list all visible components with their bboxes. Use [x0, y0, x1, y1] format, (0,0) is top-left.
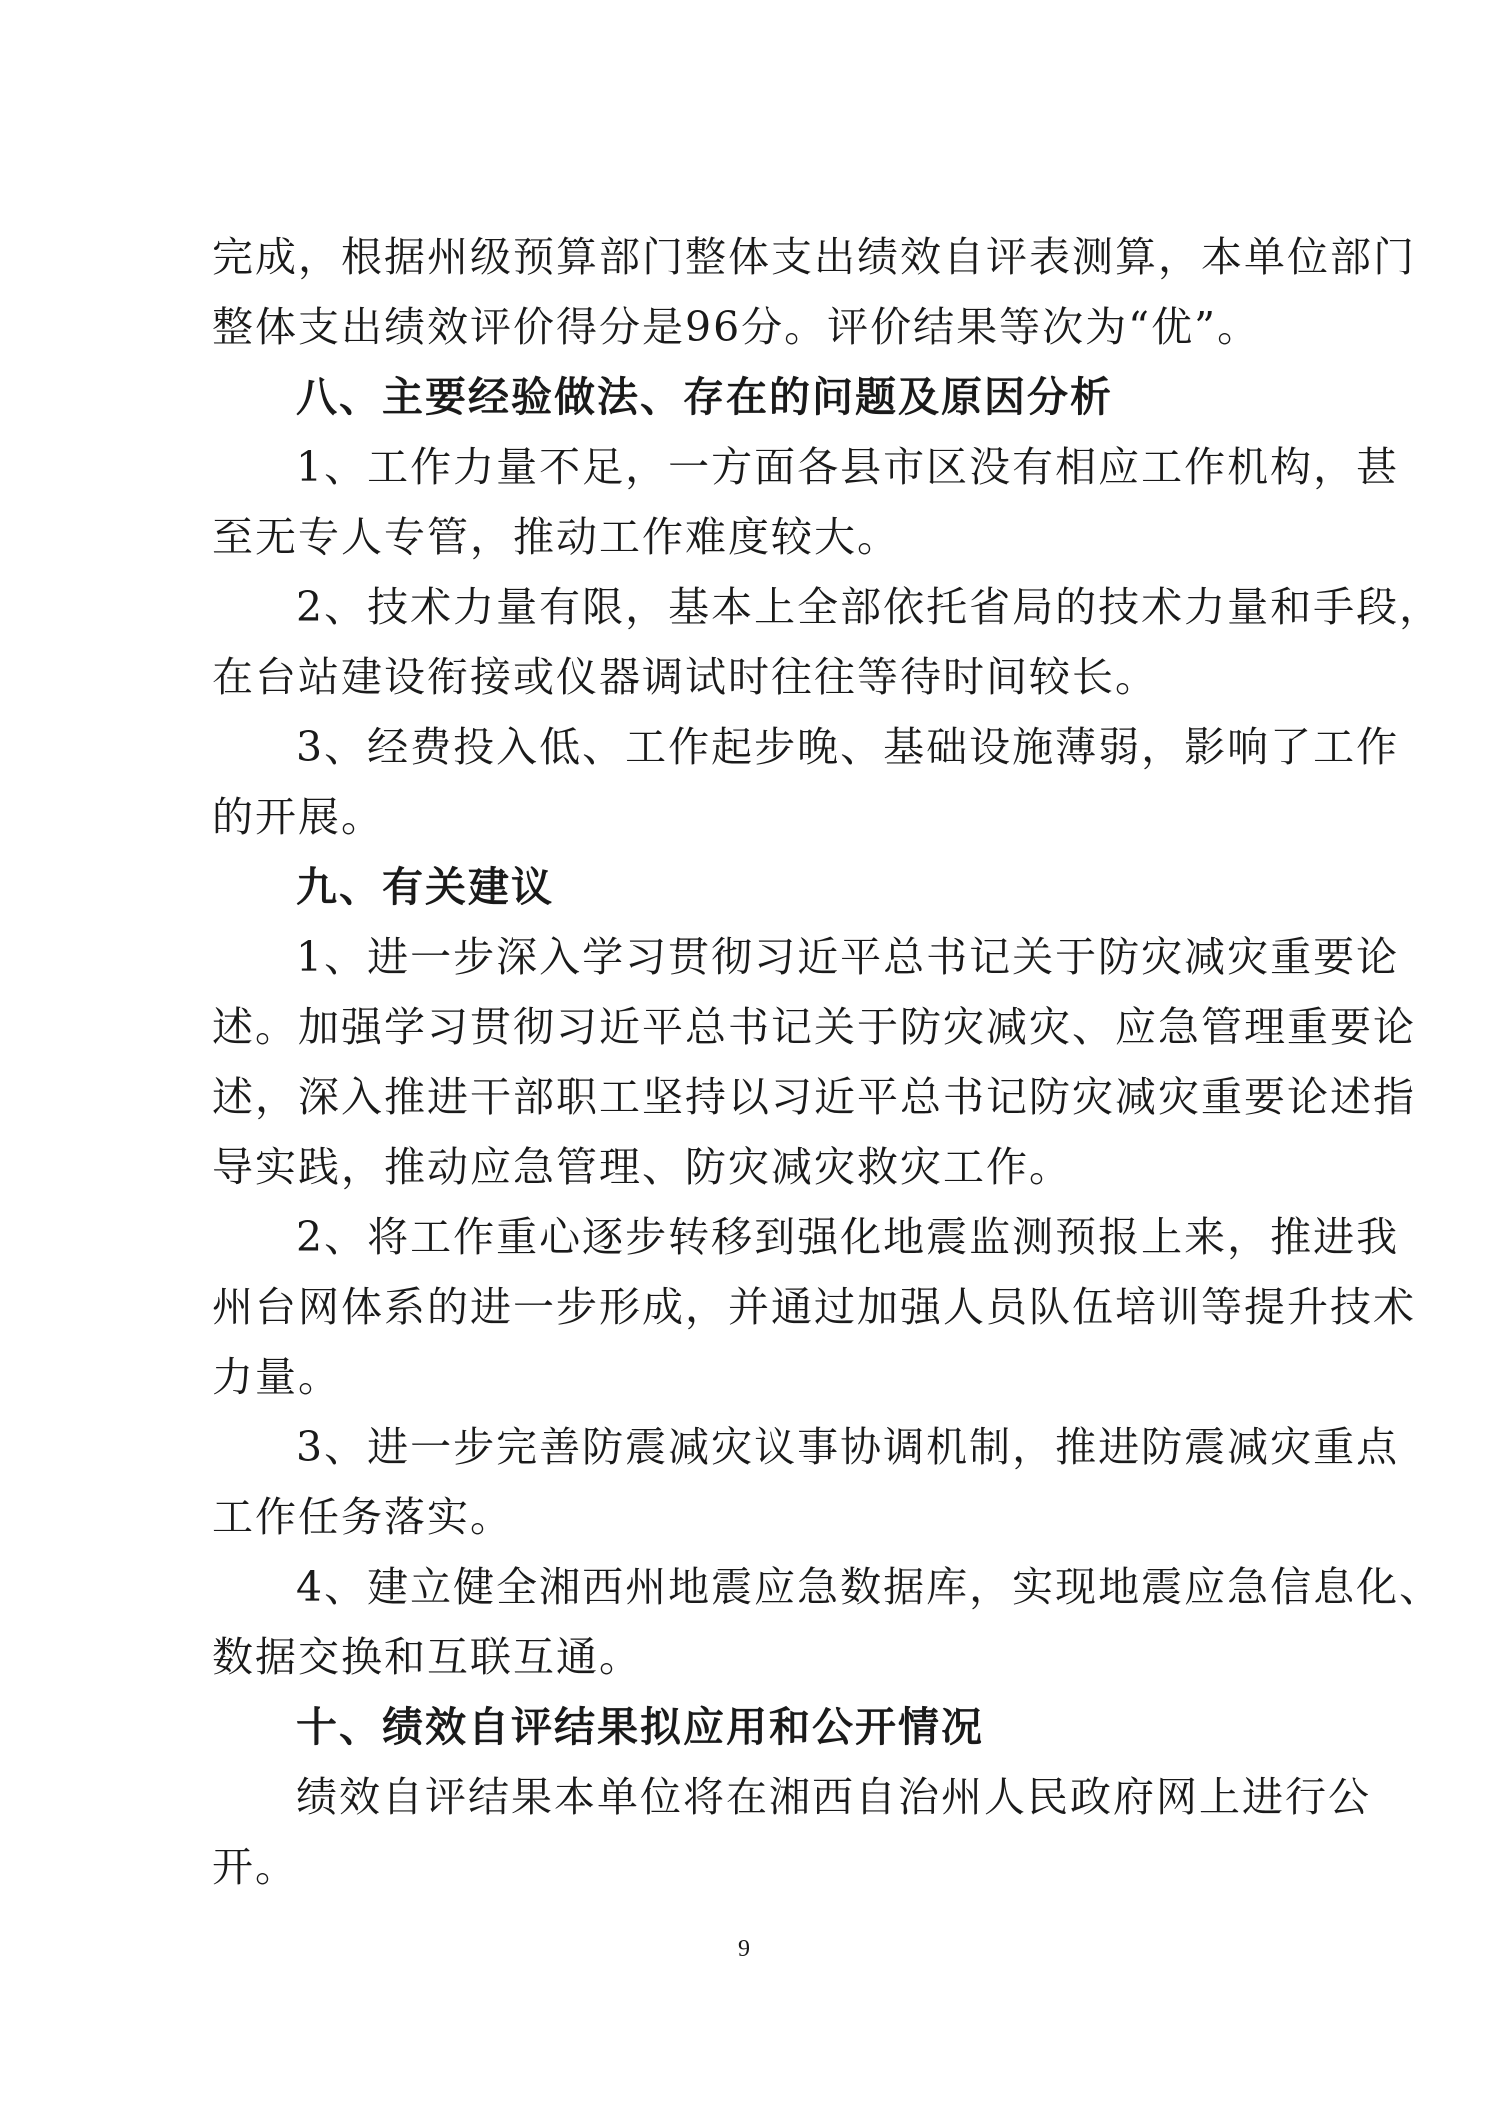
section-heading: 十、绩效自评结果拟应用和公开情况: [296, 1703, 984, 1751]
text-line: 1、进一步深入学习贯彻习近平总书记关于防灾减灾重要论: [296, 933, 1400, 981]
text-line: 3、进一步完善防震减灾议事协调机制，推进防震减灾重点: [296, 1423, 1400, 1471]
section-heading: 九、有关建议: [296, 863, 554, 911]
text-line: 述。加强学习贯彻习近平总书记关于防灾减灾、应急管理重要论: [212, 1003, 1416, 1051]
text-line: 绩效自评结果本单位将在湘西自治州人民政府网上进行公: [296, 1773, 1371, 1821]
text-line: 述，深入推进干部职工坚持以习近平总书记防灾减灾重要论述指: [212, 1073, 1416, 1121]
text-line: 2、技术力量有限，基本上全部依托省局的技术力量和手段，: [296, 583, 1443, 631]
text-line: 2、将工作重心逐步转移到强化地震监测预报上来，推进我: [296, 1213, 1400, 1261]
text-line: 3、经费投入低、工作起步晚、基础设施薄弱，影响了工作: [296, 723, 1400, 771]
text-line: 州台网体系的进一步形成，并通过加强人员队伍培训等提升技术: [212, 1283, 1416, 1331]
page-number: 9: [738, 1936, 750, 1962]
section-heading: 八、主要经验做法、存在的问题及原因分析: [296, 373, 1113, 421]
text-line: 数据交换和互联互通。: [212, 1633, 642, 1681]
text-line: 完成，根据州级预算部门整体支出绩效自评表测算，本单位部门: [212, 233, 1416, 281]
text-line: 的开展。: [212, 793, 384, 841]
text-line: 工作任务落实。: [212, 1493, 513, 1541]
text-line: 开。: [212, 1843, 298, 1891]
text-line: 4、建立健全湘西州地震应急数据库，实现地震应急信息化、: [296, 1563, 1443, 1611]
text-line: 整体支出绩效评价得分是96分。评价结果等次为“优”。: [212, 303, 1261, 351]
text-line: 至无专人专管，推动工作难度较大。: [212, 513, 900, 561]
text-line: 在台站建设衔接或仪器调试时往往等待时间较长。: [212, 653, 1158, 701]
text-line: 1、工作力量不足，一方面各县市区没有相应工作机构，甚: [296, 443, 1400, 491]
text-line: 力量。: [212, 1353, 341, 1401]
text-line: 导实践，推动应急管理、防灾减灾救灾工作。: [212, 1143, 1072, 1191]
